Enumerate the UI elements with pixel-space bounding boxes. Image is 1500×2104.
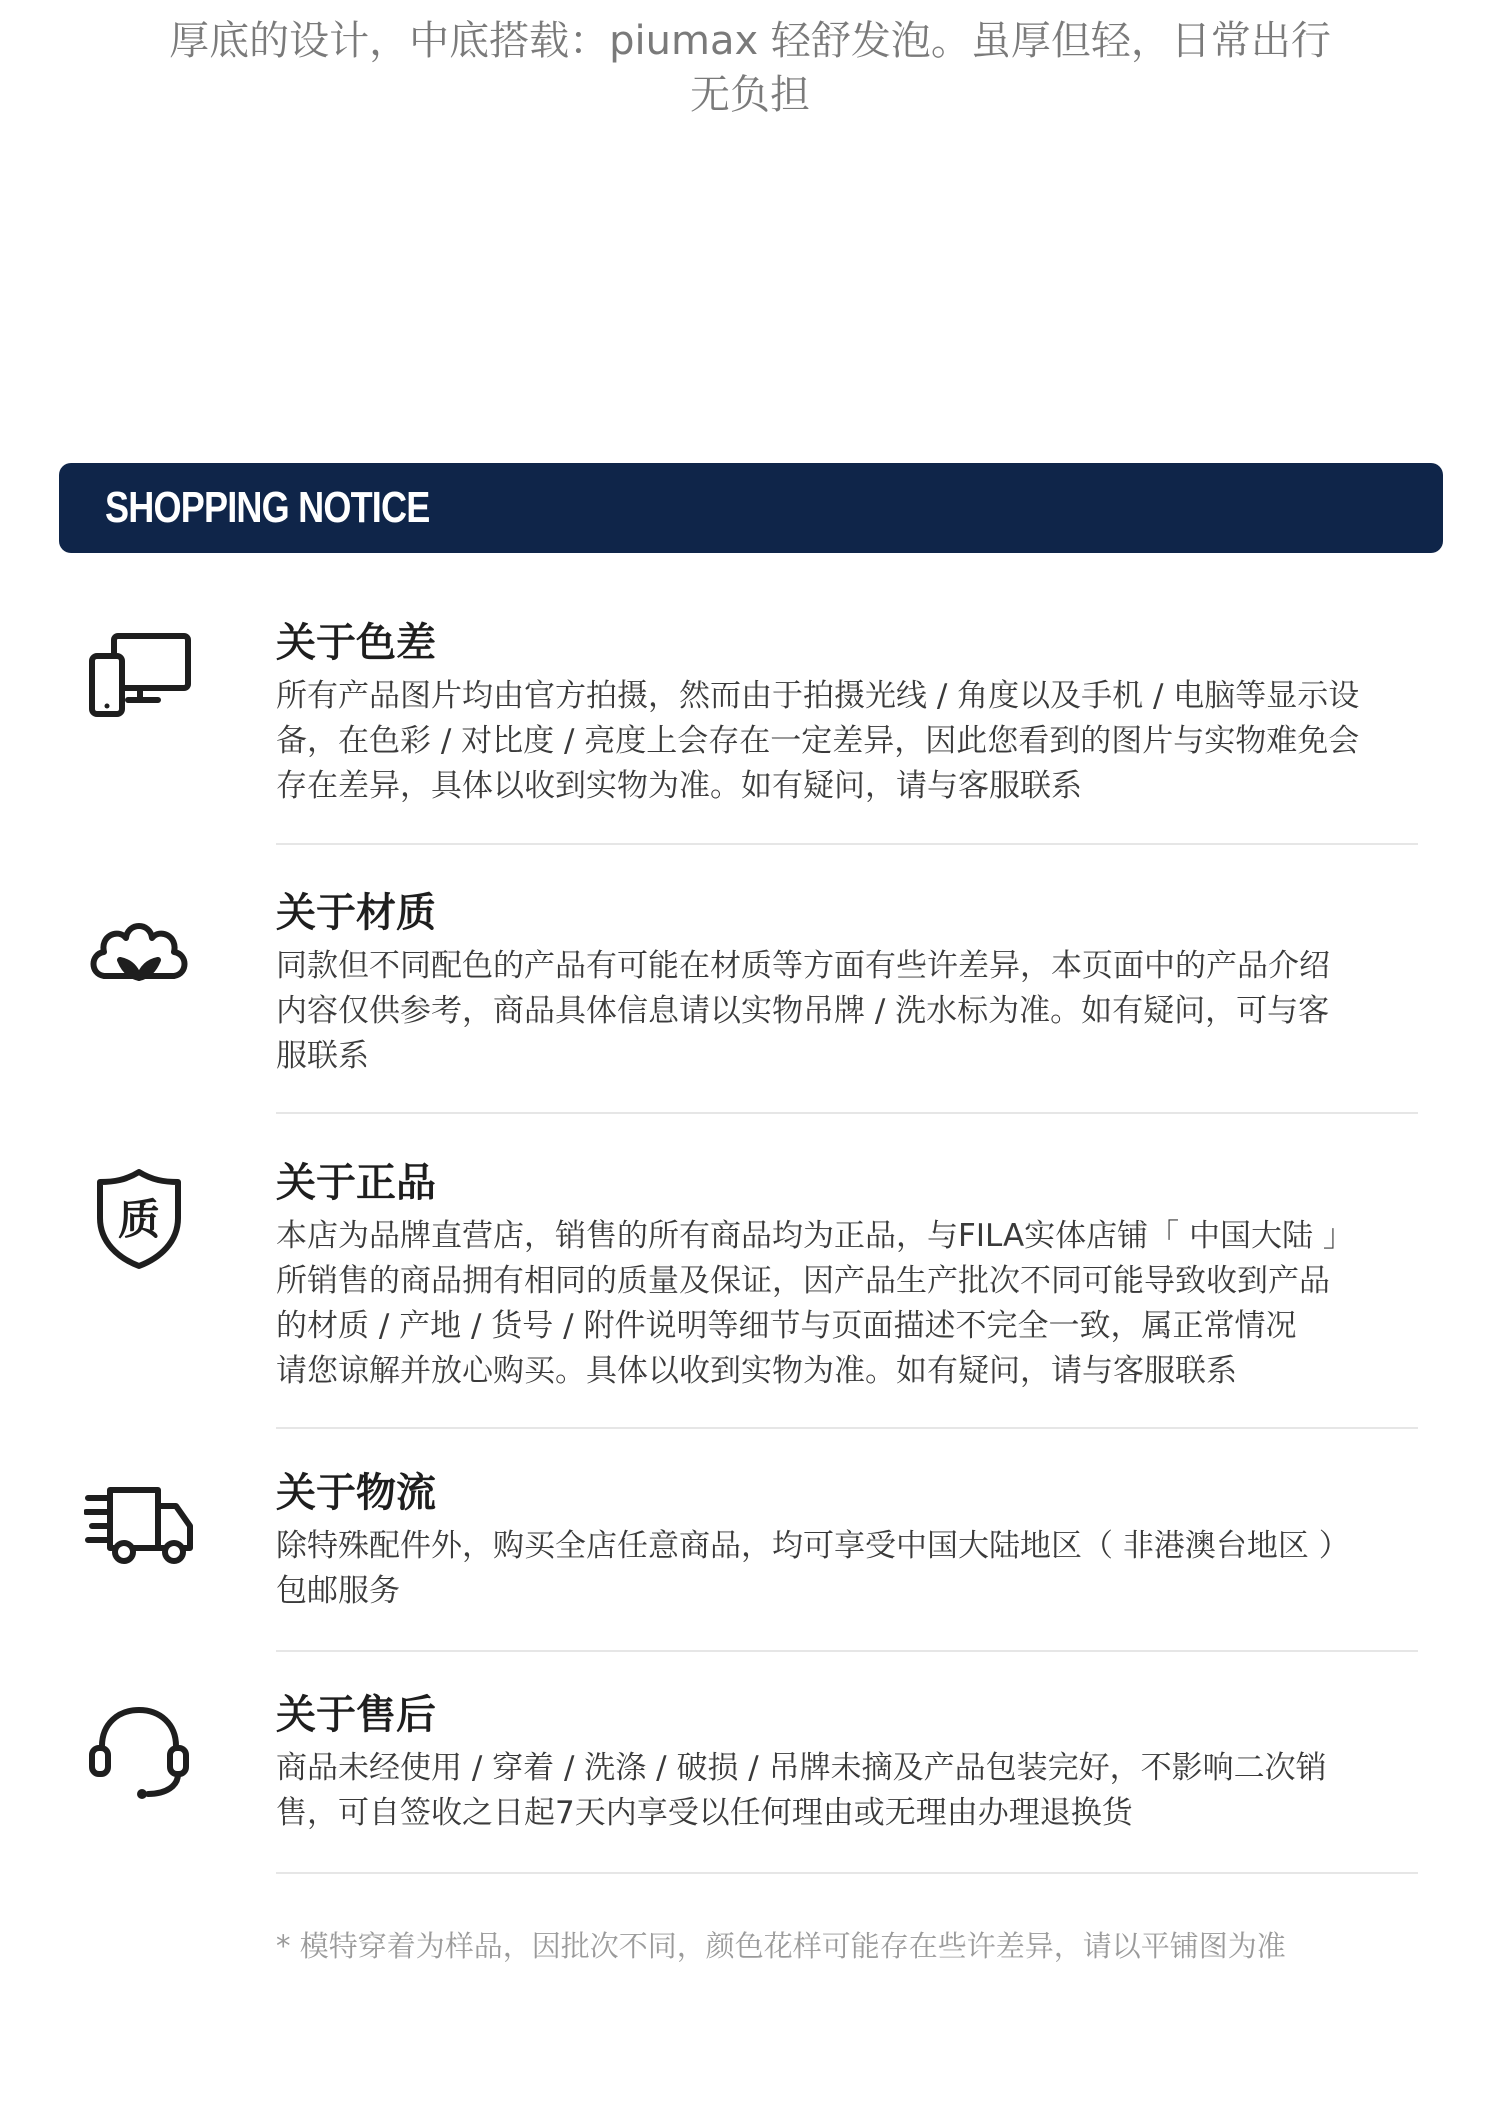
notice-line: 请您谅解并放心购买。具体以收到实物为准。如有疑问，请与客服联系: [276, 1353, 1237, 1389]
notice-line: 备，在色彩 / 对比度 / 亮度上会存在一定差异，因此您看到的图片与实物难免会: [276, 723, 1360, 759]
shield-glyph: 质: [117, 1195, 161, 1244]
notice-line: 的材质 / 产地 / 货号 / 附件说明等细节与页面描述不完全一致，属正常情况: [276, 1308, 1297, 1344]
notice-body: [276, 1746, 1418, 1836]
notice-title: 关于物流: [276, 1470, 436, 1516]
notice-line: 除特殊配件外，购买全店任意商品，均可享受中国大陆地区（ 非港澳台地区 ）: [276, 1528, 1350, 1564]
shopping-notice-banner: [59, 463, 1443, 553]
footnote: * 模特穿着为样品，因批次不同，颜色花样可能存在些许差异，请以平铺图为准: [276, 1929, 1286, 1963]
notice-line: 所销售的商品拥有相同的质量及保证，因产品生产批次不同可能导致收到产品: [276, 1263, 1330, 1299]
headset-icon: [84, 1696, 194, 1806]
divider: [276, 1650, 1418, 1652]
notice-body: [276, 1214, 1418, 1394]
intro-line-2: 无负担: [690, 72, 810, 118]
notice-line: 存在差异，具体以收到实物为准。如有疑问，请与客服联系: [276, 768, 1082, 804]
delivery-truck-icon: [84, 1472, 194, 1582]
notice-body: [276, 944, 1418, 1079]
notice-line: 包邮服务: [276, 1573, 400, 1609]
notice-line: 售，可自签收之日起7天内享受以任何理由或无理由办理退换货: [276, 1795, 1133, 1831]
notice-title: 关于正品: [276, 1160, 436, 1206]
cotton-icon: [84, 896, 194, 1006]
divider: [276, 1872, 1418, 1874]
divider: [276, 1427, 1418, 1429]
notice-line: 服联系: [276, 1038, 369, 1074]
notice-line: 内容仅供参考，商品具体信息请以实物吊牌 / 洗水标为准。如有疑问，可与客: [276, 993, 1330, 1029]
intro-line-1: 厚底的设计，中底搭载：piumax 轻舒发泡。虽厚但轻，日常出行: [169, 18, 1331, 64]
divider: [276, 843, 1418, 845]
notice-title: 关于色差: [276, 620, 436, 666]
notice-line: 本店为品牌直营店，销售的所有商品均为正品，与FILA实体店铺「 中国大陆 」: [276, 1218, 1354, 1254]
notice-line: 同款但不同配色的产品有可能在材质等方面有些许差异，本页面中的产品介绍: [276, 948, 1330, 984]
devices-icon: [84, 624, 194, 734]
notice-body: [276, 1524, 1418, 1614]
quality-shield-icon: [84, 1164, 194, 1274]
banner-title: SHOPPING NOTICE: [105, 483, 430, 532]
notice-title: 关于售后: [276, 1692, 436, 1738]
notice-body: [276, 674, 1418, 809]
divider: [276, 1112, 1418, 1114]
notice-title: 关于材质: [276, 890, 436, 936]
intro-text: [100, 14, 1400, 122]
notice-line: 商品未经使用 / 穿着 / 洗涤 / 破损 / 吊牌未摘及产品包装完好，不影响二次销: [276, 1750, 1327, 1786]
notice-line: 所有产品图片均由官方拍摄，然而由于拍摄光线 / 角度以及手机 / 电脑等显示设: [276, 678, 1360, 714]
